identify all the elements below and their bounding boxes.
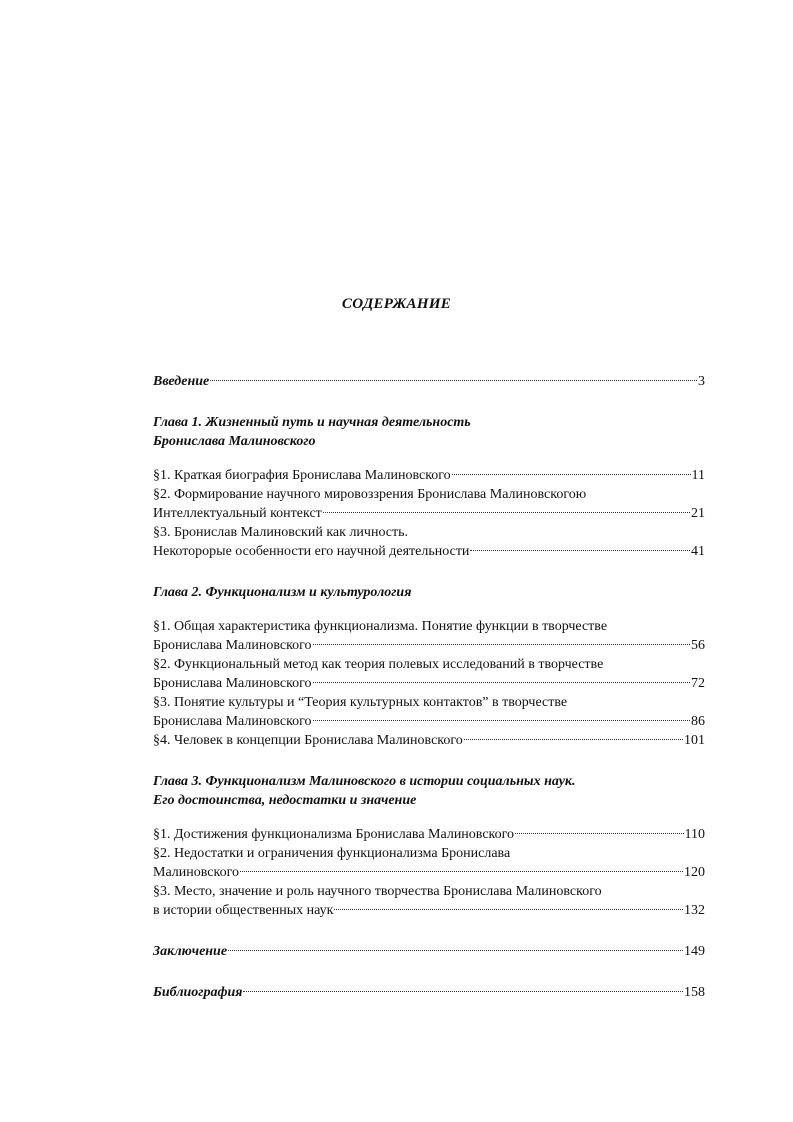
- toc-page-number: 3: [698, 374, 705, 389]
- leader-dots: [323, 512, 690, 513]
- leader-dots: [464, 739, 683, 740]
- toc-page-number: 41: [691, 544, 705, 559]
- toc-entry-2-2: §2. Функциональный метод как теория полевых исследований в творчестве: [153, 657, 604, 672]
- toc-entry-1-3: §3. Бронислав Малиновский как личность.: [153, 525, 409, 540]
- toc-page-number: 158: [684, 985, 705, 1000]
- toc-entry-1-2: §2. Формирование научного мировоззрения Бронислава Малиновскогою: [153, 487, 587, 502]
- toc-entry-bibliography: [153, 983, 705, 1002]
- leader-dots: [240, 871, 683, 872]
- leader-dots: [313, 682, 690, 683]
- chapter-3-heading-cont: Его достоинства, недостатки и значение: [153, 793, 417, 808]
- toc-page-number: 110: [684, 827, 705, 842]
- toc-entry-label: Введение: [153, 374, 210, 389]
- leader-dots: [210, 380, 697, 381]
- toc-entry-2-1: §1. Общая характеристика функционализма. Понятие функции в творчестве: [153, 619, 608, 634]
- toc-entry-1-2-cont: Интеллектуальный контекст 21: [153, 506, 705, 521]
- toc-entry-3-1: §1. Достижения функционализма Бронислава Малиновского 110: [153, 827, 705, 842]
- leader-dots: [313, 720, 690, 721]
- chapter-1-heading: Глава 1. Жизненный путь и научная деятельность: [153, 415, 471, 430]
- toc-page-number: 56: [691, 638, 705, 653]
- toc-entry-3-3-cont: в истории общественных наук 132: [153, 903, 705, 918]
- toc-entry-2-2-cont: Бронислава Малиновского 72: [153, 676, 705, 691]
- toc-page-number: 132: [684, 903, 705, 918]
- leader-dots: [470, 550, 690, 551]
- leader-dots: [515, 833, 683, 834]
- chapter-3-heading: Глава 3. Функционализм Малиновского в истории социальных наук.: [153, 774, 576, 789]
- toc-page-number: 72: [691, 676, 705, 691]
- toc-entry-3-3: §3. Место, значение и роль научного творчества Бронислава Малиновского: [153, 884, 602, 899]
- chapter-1-heading-cont: Бронислава Малиновского: [153, 434, 316, 449]
- toc-page-number: 86: [691, 714, 705, 729]
- toc-entry-3-2: §2. Недостатки и ограничения функционализма Бронислава: [153, 846, 511, 861]
- toc-page-number: 101: [684, 733, 705, 748]
- toc-entry-2-4: §4. Человек в концепции Бронислава Малиновского 101: [153, 733, 705, 748]
- toc-page-number: 149: [684, 944, 705, 959]
- table-of-contents: [153, 372, 705, 1002]
- toc-entry-1-3-cont: Некоторорые особенности его научной деятельности 41: [153, 544, 705, 559]
- page-title: СОДЕРЖАНИЕ: [341, 296, 452, 312]
- toc-page-number: 21: [691, 506, 705, 521]
- toc-entry-3-2-cont: Малиновского 120: [153, 865, 705, 880]
- toc-entry-2-1-cont: Бронислава Малиновского 56: [153, 638, 705, 653]
- toc-entry-1-1: §1. Краткая биография Бронислава Малиновского 11: [153, 468, 705, 483]
- leader-dots: [228, 950, 683, 951]
- toc-entry-2-3: §3. Понятие культуры и “Теория культурных контактов” в творчестве: [153, 695, 568, 710]
- toc-entry-2-3-cont: Бронислава Малиновского 86: [153, 714, 705, 729]
- toc-page-number: 120: [684, 865, 705, 880]
- leader-dots: [313, 644, 690, 645]
- toc-entry-conclusion: [153, 942, 705, 961]
- toc-entry-label: Библиография: [153, 985, 243, 1000]
- leader-dots: [243, 991, 683, 992]
- chapter-2-heading: Глава 2. Функционализм и культурология: [153, 585, 412, 600]
- toc-entry-intro: [153, 372, 705, 391]
- leader-dots: [452, 474, 691, 475]
- toc-entry-label: Заключение: [153, 944, 228, 959]
- leader-dots: [334, 909, 683, 910]
- toc-page-number: 11: [691, 468, 705, 483]
